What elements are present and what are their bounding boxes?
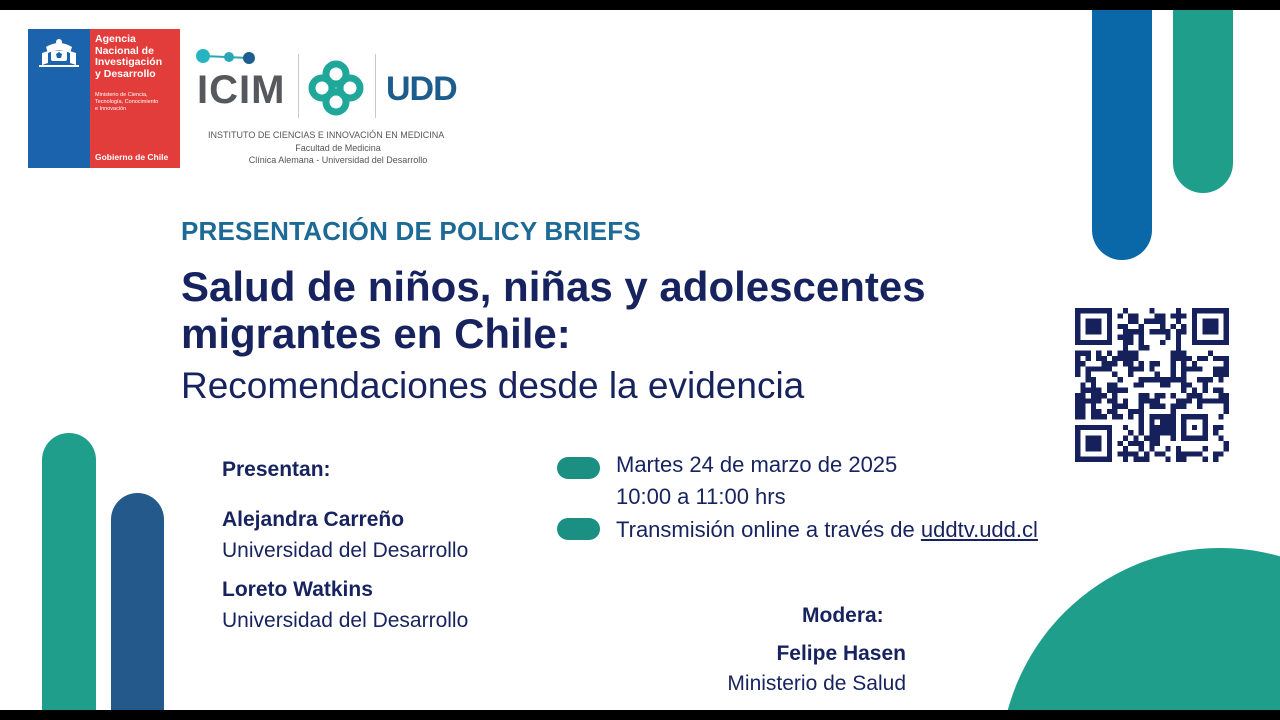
event-time: 10:00 a 11:00 hrs xyxy=(616,484,786,509)
presenter-affiliation: Universidad del Desarrollo xyxy=(222,609,469,632)
event-subtitle: Recomendaciones desde la evidencia xyxy=(181,365,805,406)
stream-link[interactable]: uddtv.udd.cl xyxy=(920,517,1038,542)
decor-pill-blue-bottom xyxy=(111,493,164,710)
presenters-label: Presentan: xyxy=(222,458,331,481)
anid-name: Agencia Nacional de Investigación y Desarrollo xyxy=(95,33,163,80)
anid-government: Gobierno de Chile xyxy=(95,152,169,162)
moderator-name: Felipe Hasen xyxy=(776,642,906,665)
bullet-date xyxy=(557,457,600,479)
event-kicker: PRESENTACIÓN DE POLICY BRIEFS xyxy=(181,216,641,246)
moderator-affiliation: Ministerio de Salud xyxy=(727,672,906,695)
slide xyxy=(0,10,1280,710)
event-stream xyxy=(616,517,1038,543)
qr-code[interactable] xyxy=(1075,308,1229,462)
presenter-name: Alejandra Carreño xyxy=(222,508,405,531)
presenter-affiliation: Universidad del Desarrollo xyxy=(222,539,469,562)
decor-pill-teal-bottom xyxy=(42,433,96,710)
presenter-name: Loreto Watkins xyxy=(222,578,373,601)
decor-pill-blue-top xyxy=(1092,10,1152,260)
anid-logo-blue-panel xyxy=(28,29,90,168)
anid-logo-red-panel xyxy=(90,29,180,168)
anid-ministry: Ministerio de Ciencia, Tecnología, Conocimiento e Innovación xyxy=(95,92,159,112)
decor-circle xyxy=(1000,548,1280,710)
knot-emblem-icon xyxy=(306,58,366,118)
institute-name: INSTITUTO DE CIENCIAS E INNOVACIÓN EN MEDICINA xyxy=(208,130,445,140)
icim-udd-logo xyxy=(193,46,483,176)
udd-wordmark: UDD xyxy=(386,70,457,108)
event-date: Martes 24 de marzo de 2025 xyxy=(616,452,898,477)
bullet-stream xyxy=(557,518,600,540)
decor-pill-teal-top xyxy=(1173,10,1233,193)
logo-divider xyxy=(298,54,299,118)
stream-prefix: Transmisión online a través de xyxy=(616,517,921,542)
icim-wordmark: ICIM xyxy=(197,68,286,112)
logo-divider xyxy=(375,54,376,118)
chile-crest-icon xyxy=(36,37,82,71)
faculty-name: Facultad de Medicina Clínica Alemana - Universidad del Desarrollo xyxy=(248,143,428,165)
moderator-label: Modera: xyxy=(802,604,884,627)
event-title: Salud de niños, niñas y adolescentes migrantes en Chile: xyxy=(181,263,926,357)
anid-logo xyxy=(28,29,180,168)
